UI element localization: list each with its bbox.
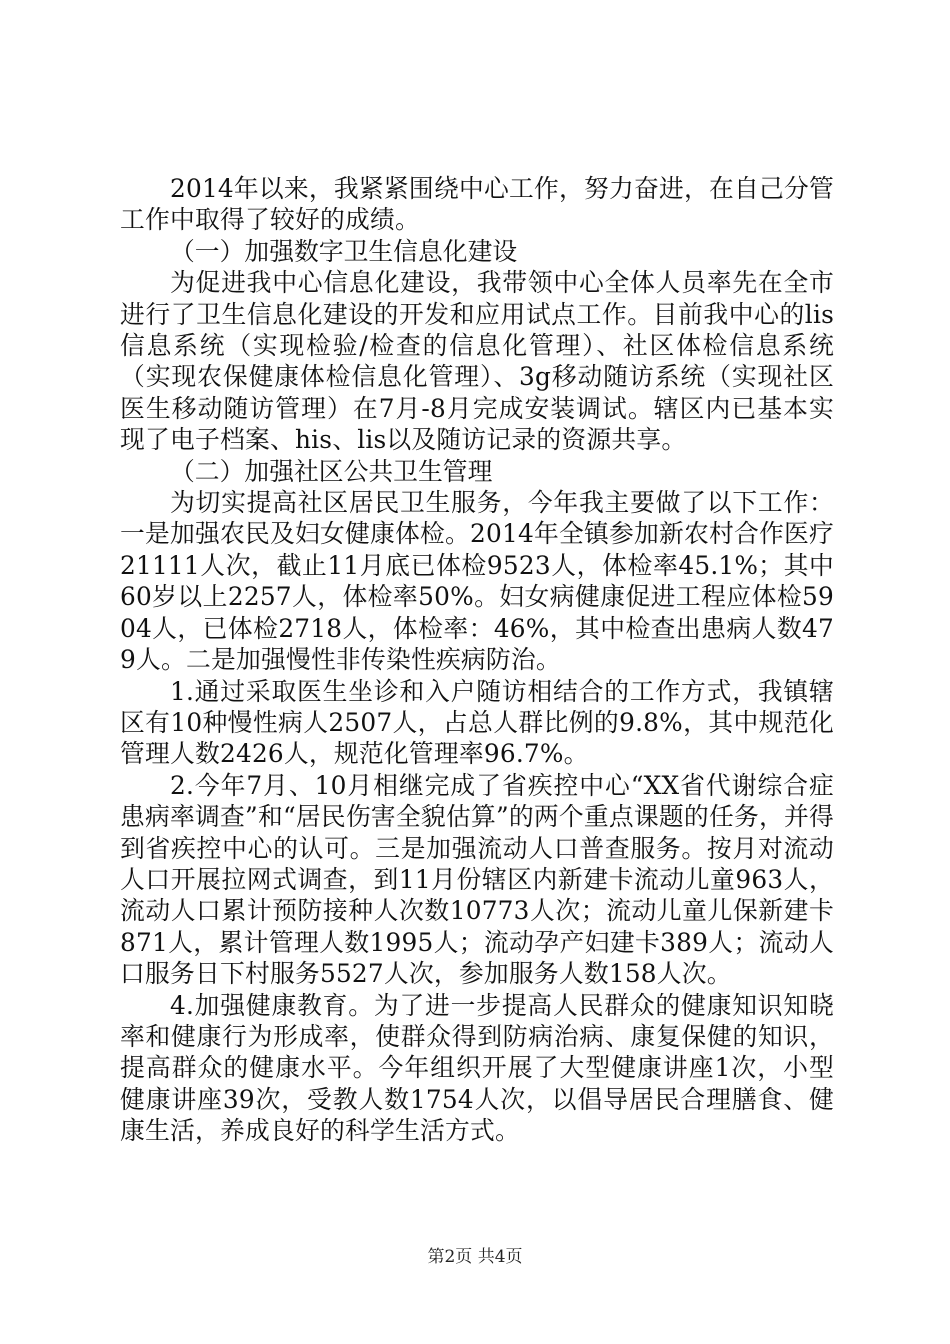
paragraph-intro: 2014年以来，我紧紧围绕中心工作，努力奋进，在自己分管工作中取得了较好的成绩。 (120, 174, 834, 235)
paragraph-health-education: 4.加强健康教育。为了进一步提高人民群众的健康知识知晓率和健康行为形成率，使群众得到防病治病、康复保健的知识，提高群众的健康水平。今年组织开展了大型健康讲座1次，小型健康讲座39次，受教人数1754人次，以倡导居民合理膳食、健康生活，养成良好的科学生活方式。 (120, 990, 834, 1146)
paragraph-health-checkup: 为切实提高社区居民卫生服务，今年我主要做了以下工作：一是加强农民及妇女健康体检。2014年全镇参加新农村合作医疗21111人次，截止11月底已体检9523人，体检率45.1%；其中60岁以上2257人，体检率50%。妇女病健康促进工程应体检5904人，已体检2718人，体检率：46%，其中检查出患病人数479人。二是加强慢性非传染性疾病防治。 (120, 488, 834, 675)
paragraph-survey-migrant: 2.今年7月、10月相继完成了省疾控中心“XX省代谢综合症患病率调查”和“居民伤害全貌估算”的两个重点课题的任务，并得到省疾控中心的认可。三是加强流动人口普查服务。按月对流动人口开展拉网式调查，到11月份辖区内新建卡流动儿童963人，流动人口累计预防接种人次数10773人次；流动儿童儿保新建卡871人，累计管理人数1995人；流动孕产妇建卡389人；流动人口服务日下村服务5527人次，参加服务人数158人次。 (120, 770, 834, 989)
section-heading-2: （二）加强社区公共卫生管理 (170, 456, 493, 486)
section-heading-1: （一）加强数字卫生信息化建设 (170, 236, 518, 266)
paragraph-info-construction: 为促进我中心信息化建设，我带领中心全体人员率先在全市进行了卫生信息化建设的开发和应用试点工作。目前我中心的lis信息系统（实现检验/检查的信息化管理）、社区体检信息系统（实现农保健康体检信息化管理）、3g移动随访系统（实现社区医生移动随访管理）在7月-8月完成安装调试。辖区内已基本实现了电子档案、his、lis以及随访记录的资源共享。 (120, 268, 834, 455)
document-body (120, 173, 834, 1147)
page-number-footer: 第2页 共4页 (427, 1247, 523, 1267)
paragraph-chronic-disease: 1.通过采取医生坐诊和入户随访相结合的工作方式，我镇辖区有10种慢性病人2507人，占总人群比例的9.8%，其中规范化管理人数2426人，规范化管理率96.7%。 (120, 676, 834, 769)
